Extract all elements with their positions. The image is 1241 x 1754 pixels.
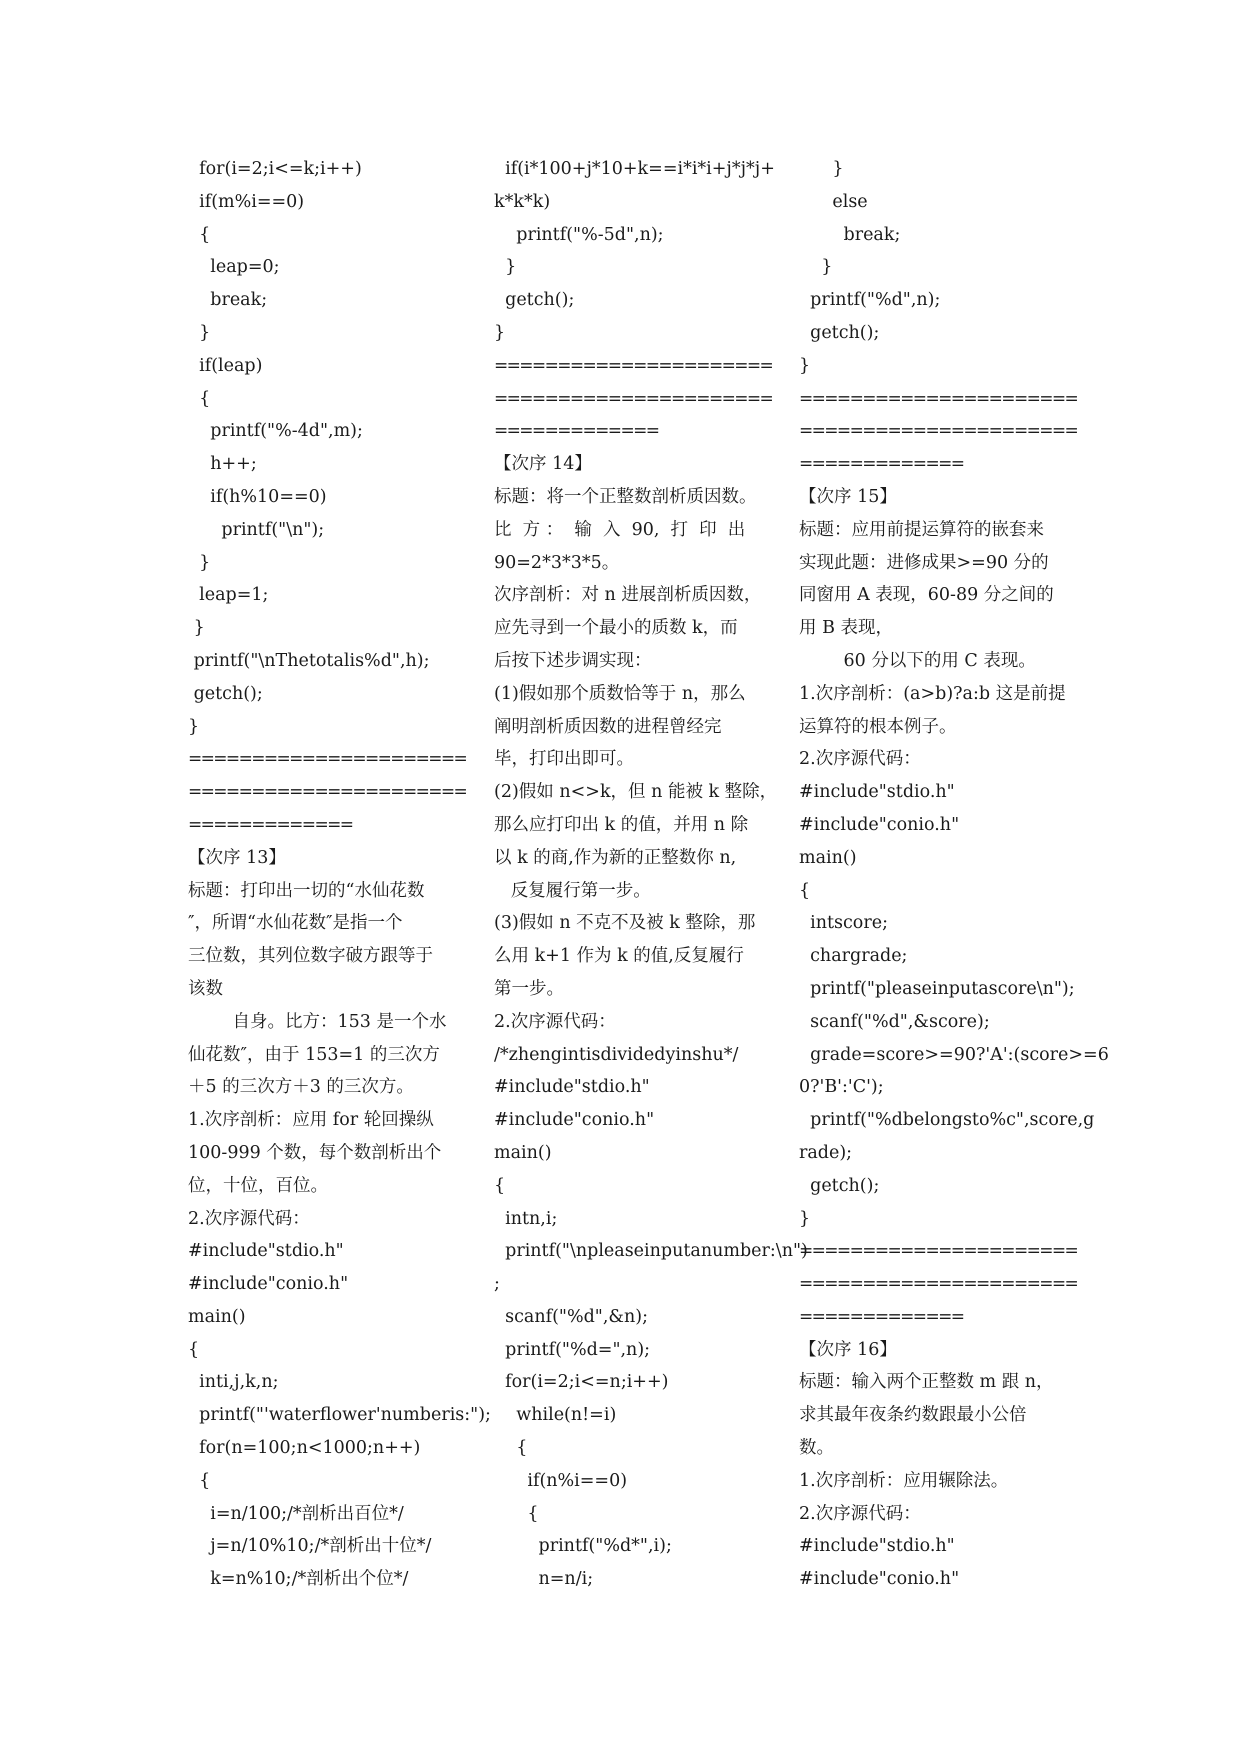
separator-line: ====================== <box>799 421 1078 442</box>
text-line: { <box>799 880 811 901</box>
separator-line: ====================== <box>799 1274 1078 1295</box>
text-line: 标题：输入两个正整数 m 跟 n， <box>799 1372 1054 1393</box>
text-line: } <box>799 257 833 278</box>
text-line: #include"conio.h" <box>188 1274 349 1295</box>
text-line: main() <box>799 847 857 868</box>
text-line: 标题：应用前提运算符的嵌套来 <box>799 519 1044 540</box>
text-line: k=n%10;/*剖析出个位*/ <box>188 1569 409 1590</box>
text-line: for(n=100;n<1000;n++) <box>188 1438 421 1459</box>
separator-line: ============= <box>799 454 964 475</box>
text-line: h++; <box>188 454 257 475</box>
text-line: ″，所谓“水仙花数″是指一个 <box>188 913 403 934</box>
separator-line: ====================== <box>188 782 467 803</box>
text-line: ＋5 的三次方＋3 的三次方。 <box>188 1077 414 1098</box>
text-line: 求其最年夜条约数跟最小公倍 <box>799 1405 1027 1426</box>
text-line: 同窗用 A 表现，60-89 分之间的 <box>799 585 1054 606</box>
text-line: 1.次序剖析：(a>b)?a:b 这是前提 <box>799 683 1066 704</box>
text-line: } <box>188 618 205 639</box>
text-line: } <box>799 1208 811 1229</box>
text-line: if(n%i==0) <box>494 1470 628 1491</box>
text-line: { <box>188 1470 211 1491</box>
text-line: 100-999 个数，每个数剖析出个 <box>188 1142 442 1163</box>
text-line: printf("\nThetotalis%d",h); <box>188 650 430 671</box>
text-line: 三位数，其列位数字破方跟等于 <box>188 946 433 967</box>
text-line: (3)假如 n 不克不及被 k 整除，那 <box>494 913 756 934</box>
text-line: chargrade; <box>799 946 908 967</box>
text-line: 用 B 表现， <box>799 618 893 639</box>
separator-line: ============= <box>494 421 659 442</box>
separator-line: ====================== <box>799 388 1078 409</box>
text-line: (2)假如 n<>k，但 n 能被 k 整除， <box>494 782 778 803</box>
text-line: 该数 <box>188 978 223 999</box>
text-line: printf("\npleaseinputanumber:\n") <box>494 1241 808 1262</box>
text-line: 【次序 16】 <box>799 1339 897 1360</box>
text-line: } <box>799 159 844 179</box>
text-line: 【次序 15】 <box>799 486 897 507</box>
text-line: 毕，打印出即可。 <box>494 749 634 770</box>
text-line: for(i=2;i<=n;i++) <box>494 1372 669 1393</box>
separator-line: ====================== <box>799 1241 1078 1262</box>
text-line: printf("%-4d",m); <box>188 421 363 442</box>
text-line: rade); <box>799 1142 853 1163</box>
text-line: i=n/100;/*剖析出百位*/ <box>188 1503 404 1524</box>
text-line: if(h%10==0) <box>188 486 327 507</box>
text-line: getch(); <box>799 1175 880 1196</box>
text-line: 阐明剖析质因数的进程曾经完 <box>494 716 722 737</box>
separator-line: ====================== <box>494 388 773 409</box>
text-line: break; <box>188 290 268 311</box>
text-line: 比 方 ： 输 入 90, 打 印 出 <box>494 519 746 540</box>
separator-line: ====================== <box>494 355 773 376</box>
text-line: 次序剖析：对 n 进展剖析质因数， <box>494 585 762 606</box>
text-line: #include"stdio.h" <box>799 782 955 803</box>
text-line: if(m%i==0) <box>188 191 305 212</box>
text-line: 【次序 14】 <box>494 454 592 475</box>
text-column-right <box>799 153 1109 1596</box>
text-line: main() <box>188 1306 246 1327</box>
text-line: k*k*k) <box>494 191 551 212</box>
text-line: if(leap) <box>188 355 263 376</box>
text-line: printf("%d*",i); <box>494 1536 672 1557</box>
text-line: 反复履行第一步。 <box>494 880 651 901</box>
text-line: 2.次序源代码： <box>799 749 921 770</box>
text-line: /*zhengintisdividedyinshu*/ <box>494 1044 739 1065</box>
text-line: 【次序 13】 <box>188 847 286 868</box>
text-line: { <box>494 1175 506 1196</box>
text-line: main() <box>494 1142 552 1163</box>
text-line: } <box>494 257 517 278</box>
text-line: #include"stdio.h" <box>494 1077 650 1098</box>
text-line: 标题：将一个正整数剖析质因数。 <box>494 486 757 507</box>
text-line: 90=2*3*3*5。 <box>494 552 620 573</box>
text-line: 标题：打印出一切的“水仙花数 <box>188 880 425 901</box>
text-line: 实现此题：进修成果>=90 分的 <box>799 552 1049 573</box>
text-line: printf("pleaseinputascore\n"); <box>799 978 1075 999</box>
text-line: getch(); <box>494 290 575 311</box>
text-line: if(i*100+j*10+k==i*i*i+j*j*j+ <box>494 159 775 179</box>
text-line: printf("\n"); <box>188 519 325 540</box>
text-line: printf("%-5d",n); <box>494 224 664 245</box>
text-line: 第一步。 <box>494 978 564 999</box>
text-line: leap=1; <box>188 585 269 606</box>
text-line: { <box>494 1503 539 1524</box>
text-line: while(n!=i) <box>494 1405 617 1426</box>
text-line: getch(); <box>188 683 263 704</box>
text-line: 后按下述步调实现： <box>494 650 652 671</box>
text-line: #include"conio.h" <box>494 1110 655 1131</box>
text-line: #include"conio.h" <box>799 1569 960 1590</box>
text-line: for(i=2;i<=k;i++) <box>188 159 362 179</box>
text-line: intscore; <box>799 913 888 934</box>
text-line: } <box>188 552 211 573</box>
text-line: 2.次序源代码： <box>799 1503 921 1524</box>
text-line: 以 k 的商,作为新的正整数你 n, <box>494 847 737 868</box>
text-line: 自身。比方：153 是一个水 <box>188 1011 447 1032</box>
text-line: 60 分以下的用 C 表现。 <box>799 650 1036 671</box>
text-line: (1)假如那个质数恰等于 n，那么 <box>494 683 746 704</box>
text-line: grade=score>=90?'A':(score>=6 <box>799 1044 1109 1065</box>
text-line: } <box>188 716 200 737</box>
text-line: ; <box>494 1274 500 1295</box>
text-line: scanf("%d",&score); <box>799 1011 990 1032</box>
text-line: intn,i; <box>494 1208 558 1229</box>
text-line: 1.次序剖析：应用辗除法。 <box>799 1470 1009 1491</box>
text-line: { <box>494 1438 528 1459</box>
text-line: 仙花数″，由于 153=1 的三次方 <box>188 1044 440 1065</box>
separator-line: ============= <box>188 814 353 835</box>
text-line: 应先寻到一个最小的质数 k，而 <box>494 618 738 639</box>
text-line: printf("%d=",n); <box>494 1339 651 1360</box>
text-line: printf("%dbelongsto%c",score,g <box>799 1110 1095 1131</box>
text-line: #include"conio.h" <box>799 814 960 835</box>
text-column-middle <box>494 153 808 1596</box>
text-line: scanf("%d",&n); <box>494 1306 648 1327</box>
text-line: 么用 k+1 作为 k 的值,反复履行 <box>494 946 744 967</box>
text-line: { <box>188 388 211 409</box>
text-line: 1.次序剖析：应用 for 轮回操纵 <box>188 1110 434 1131</box>
text-line: inti,j,k,n; <box>188 1372 279 1393</box>
separator-line: ============= <box>799 1306 964 1327</box>
text-line: break; <box>799 224 901 245</box>
text-line: #include"stdio.h" <box>799 1536 955 1557</box>
text-line: { <box>188 224 211 245</box>
text-line: } <box>188 322 211 343</box>
text-line: n=n/i; <box>494 1569 594 1590</box>
text-line: 位，十位，百位。 <box>188 1175 328 1196</box>
text-line: else <box>799 191 868 212</box>
text-line: getch(); <box>799 322 880 343</box>
text-line: #include"stdio.h" <box>188 1241 344 1262</box>
text-line: } <box>799 355 811 376</box>
text-line: leap=0; <box>188 257 280 278</box>
text-line: } <box>494 322 506 343</box>
text-line: 那么应打印出 k 的值，并用 n 除 <box>494 814 749 835</box>
text-line: 数。 <box>799 1438 834 1459</box>
text-line: 0?'B':'C'); <box>799 1077 884 1098</box>
text-line: printf("%d",n); <box>799 290 941 311</box>
text-line: j=n/10%10;/*剖析出十位*/ <box>188 1536 432 1557</box>
text-line: 运算符的根本例子。 <box>799 716 957 737</box>
text-line: 2.次序源代码： <box>188 1208 310 1229</box>
separator-line: ====================== <box>188 749 467 770</box>
text-column-left <box>188 153 491 1596</box>
text-line: printf("'waterflower'numberis:"); <box>188 1405 491 1426</box>
text-line: 2.次序源代码： <box>494 1011 616 1032</box>
text-line: { <box>188 1339 200 1360</box>
